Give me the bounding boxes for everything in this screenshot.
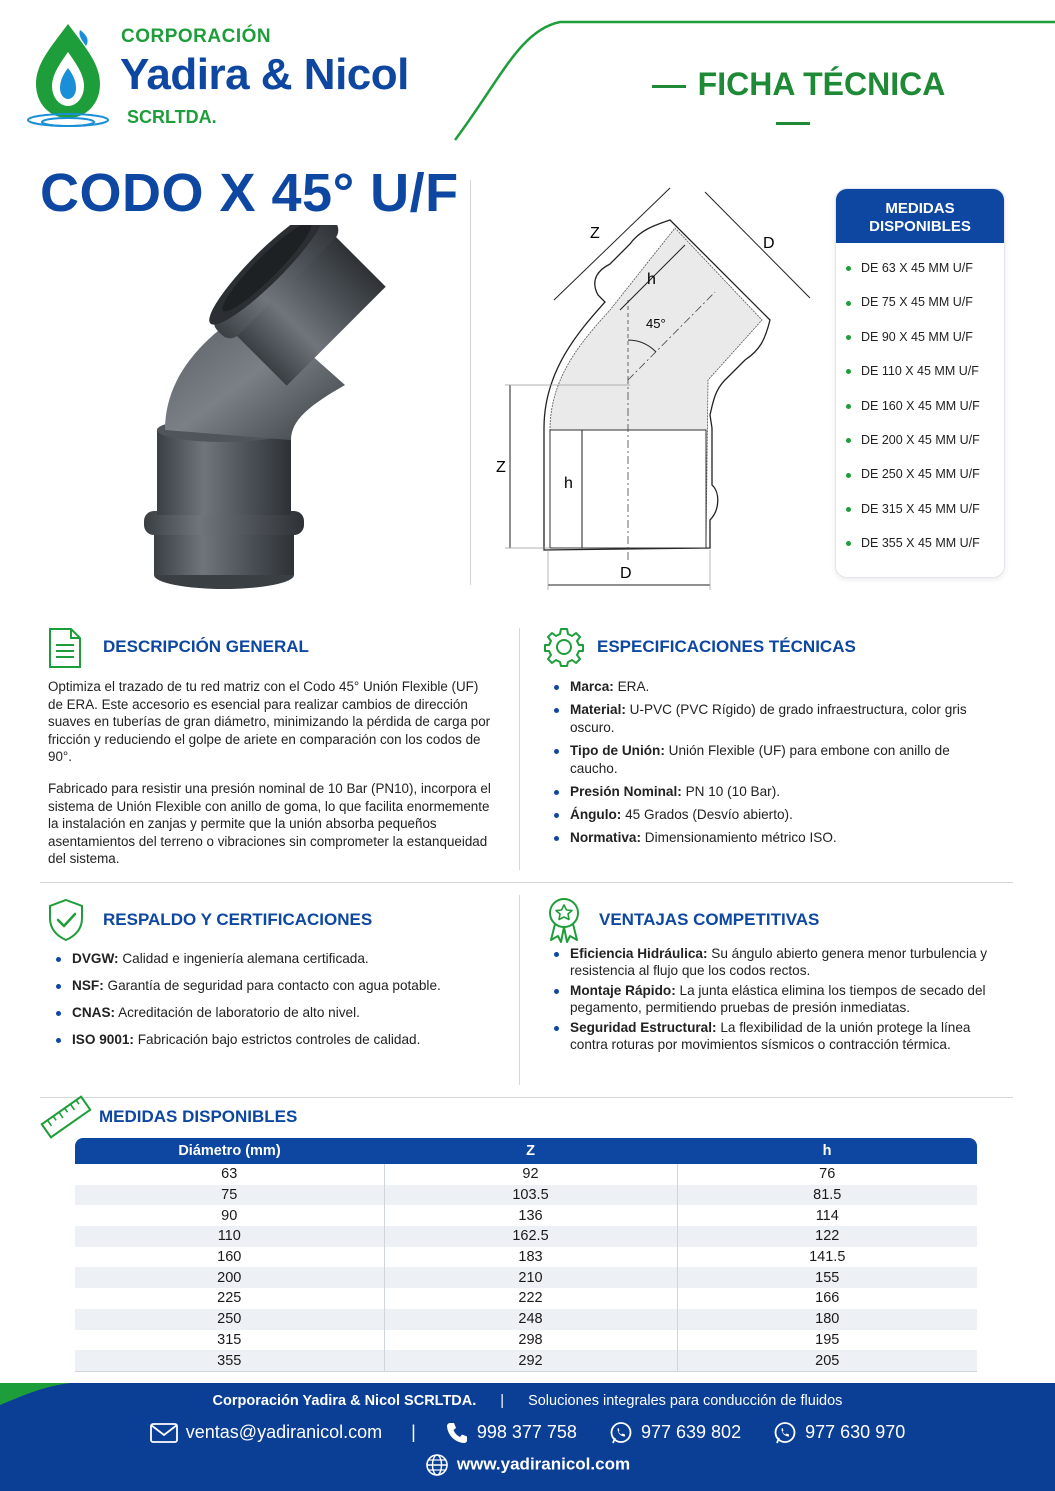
brand-top: CORPORACIÓN xyxy=(121,26,272,47)
size-item: DE 355 X 45 MM U/F xyxy=(846,526,1004,560)
size-item: DE 200 X 45 MM U/F xyxy=(846,423,1004,457)
advantages-title: VENTAJAS COMPETITIVAS xyxy=(599,910,820,929)
certs-list xyxy=(52,950,502,1049)
dim-d-top: D xyxy=(763,235,775,252)
table-header-row xyxy=(75,1138,977,1164)
dim-z-bottom: Z xyxy=(496,459,506,476)
doc-type-label: FICHA TÉCNICA xyxy=(697,66,946,102)
specs-list xyxy=(550,678,970,847)
dim-d-bottom: D xyxy=(620,565,632,582)
table-row: 63 92 76 xyxy=(75,1164,977,1185)
company-logo xyxy=(20,18,116,130)
table-row: 200 210 155 xyxy=(75,1267,977,1288)
globe-icon xyxy=(425,1453,449,1477)
sizes-card-header xyxy=(836,189,1004,243)
spec-item-angle: Ángulo: 45 Grados (Desvío abierto). xyxy=(550,806,970,824)
award-badge-icon xyxy=(544,896,584,944)
footer-contact-line xyxy=(0,1421,1055,1445)
table-row: 355 292 205 xyxy=(75,1350,977,1371)
dim-z-top: Z xyxy=(590,225,600,242)
cert-item-dvgw: DVGW: Calidad e ingeniería alemana certificada. xyxy=(52,950,502,968)
footer-email[interactable]: ventas@yadiranicol.com xyxy=(185,1421,383,1442)
spec-item-union: Tipo de Unión: Unión Flexible (UF) para embone con anillo de caucho. xyxy=(550,742,970,778)
table-row: 110 162.5 122 xyxy=(75,1226,977,1247)
divider-horizontal-2 xyxy=(40,1097,1013,1098)
technical-drawing xyxy=(470,180,825,595)
sizes-card-title-2: DISPONIBLES xyxy=(869,218,971,235)
spec-item-material: Material: U-PVC (PVC Rígido) de grado infraestructura, color gris oscuro. xyxy=(550,701,970,737)
description-paragraph-2: Fabricado para resistir una presión nominal de 10 Bar (PN10), incorpora el sistema de Unión Flexible con anillo de goma, lo que facilita enormemente la instalación en zanjas y permite que la unión absorba pequeños asentamientos del terreno o vibraciones sin comprometer la estanqueidad del sistema. xyxy=(48,781,491,866)
size-item: DE 75 X 45 MM U/F xyxy=(846,285,1004,319)
spec-item-standard: Normativa: Dimensionamiento métrico ISO. xyxy=(550,829,970,847)
spec-item-pressure: Presión Nominal: PN 10 (10 Bar). xyxy=(550,783,970,801)
size-item: DE 315 X 45 MM U/F xyxy=(846,492,1004,526)
shield-check-icon xyxy=(47,898,85,942)
col-header-h: h xyxy=(677,1138,977,1164)
angle-label: 45° xyxy=(646,316,666,331)
whatsapp-icon xyxy=(773,1421,797,1445)
size-item: DE 250 X 45 MM U/F xyxy=(846,457,1004,491)
table-row: 160 183 141.5 xyxy=(75,1247,977,1268)
table-row: 315 298 195 xyxy=(75,1330,977,1351)
footer-phone-3[interactable]: 977 630 970 xyxy=(805,1421,906,1442)
spec-item-brand: Marca: ERA. xyxy=(550,678,970,696)
mail-icon xyxy=(150,1423,178,1443)
product-image xyxy=(135,225,425,605)
dim-h-top: h xyxy=(647,271,656,288)
divider-vertical-2 xyxy=(519,895,520,1085)
footer-divider: | xyxy=(500,1393,505,1409)
cert-item-nsf: NSF: Garantía de seguridad para contacto con agua potable. xyxy=(52,977,502,995)
footer-website[interactable]: www.yadiranicol.com xyxy=(456,1454,631,1474)
table-row: 75 103.5 81.5 xyxy=(75,1185,977,1206)
size-item: DE 110 X 45 MM U/F xyxy=(846,354,1004,388)
measures-title: MEDIDAS DISPONIBLES xyxy=(99,1107,298,1126)
sizes-card-title-1: MEDIDAS xyxy=(885,200,955,217)
brand-suffix: SCRLTDA. xyxy=(127,107,217,127)
size-item: DE 160 X 45 MM U/F xyxy=(846,389,1004,423)
ruler-icon xyxy=(40,1094,92,1140)
description-title: DESCRIPCIÓN GENERAL xyxy=(103,637,309,656)
dash-left xyxy=(652,85,686,88)
brand-name: Yadira & Nicol xyxy=(120,50,409,99)
dim-h-bottom: h xyxy=(564,475,573,492)
cert-item-iso: ISO 9001: Fabricación bajo estrictos controles de calidad. xyxy=(52,1031,502,1049)
advantage-item-hydraulic: Eficiencia Hidráulica: Su ángulo abierto genera menor turbulencia y resistencia al flujo que los codos rectos. xyxy=(550,945,990,979)
divider-vertical-1 xyxy=(519,628,520,870)
footer-divider: | xyxy=(411,1421,416,1442)
certs-title: RESPALDO Y CERTIFICACIONES xyxy=(103,910,373,929)
footer-slogan: Soluciones integrales para conducción de fluidos xyxy=(528,1393,843,1409)
footer-phone-1[interactable]: 998 377 758 xyxy=(476,1421,577,1442)
footer xyxy=(0,1383,1055,1491)
advantage-item-assembly: Montaje Rápido: La junta elástica elimina los tiempos de secado del pegamento, permitiendo pruebas de presión inmediatas. xyxy=(550,982,990,1016)
doc-type-heading xyxy=(620,66,965,140)
gear-icon xyxy=(543,626,585,668)
footer-website-line xyxy=(0,1453,1055,1477)
col-header-z: Z xyxy=(384,1138,677,1164)
sizes-card-list xyxy=(836,243,1004,561)
measures-table xyxy=(75,1138,977,1372)
footer-phone-2[interactable]: 977 639 802 xyxy=(640,1421,742,1442)
description-paragraph-1: Optimiza el trazado de tu red matriz con el Codo 45° Unión Flexible (UF) de ERA. Este accesorio es esencial para realizar cambios de dirección suaves en tuberías de gran diámetro, minimizando la pérdida de carga por fricción y reduciendo el golpe de ariete en comparación con los codos de 90°. xyxy=(48,679,491,764)
table-row: 225 222 166 xyxy=(75,1288,977,1309)
advantage-item-safety: Seguridad Estructural: La flexibilidad de la unión protege la línea contra roturas por movimientos sísmicos o contracción térmica. xyxy=(550,1019,990,1053)
product-title: CODO X 45° U/F xyxy=(40,163,459,223)
advantages-list xyxy=(550,945,990,1053)
footer-company-line xyxy=(0,1393,1055,1409)
phone-icon xyxy=(445,1421,469,1445)
footer-company: Corporación Yadira & Nicol SCRLTDA. xyxy=(212,1393,477,1409)
col-header-diameter: Diámetro (mm) xyxy=(75,1138,384,1164)
table-row: 250 248 180 xyxy=(75,1309,977,1330)
size-item: DE 90 X 45 MM U/F xyxy=(846,320,1004,354)
dash-right xyxy=(776,122,810,125)
document-icon xyxy=(47,627,83,669)
whatsapp-icon xyxy=(609,1421,633,1445)
specs-title: ESPECIFICACIONES TÉCNICAS xyxy=(597,637,856,656)
divider-horizontal-1 xyxy=(40,882,1013,883)
sizes-card xyxy=(835,188,1005,578)
size-item: DE 63 X 45 MM U/F xyxy=(846,251,1004,285)
cert-item-cnas: CNAS: Acreditación de laboratorio de alto nivel. xyxy=(52,1004,502,1022)
table-row: 90 136 114 xyxy=(75,1205,977,1226)
